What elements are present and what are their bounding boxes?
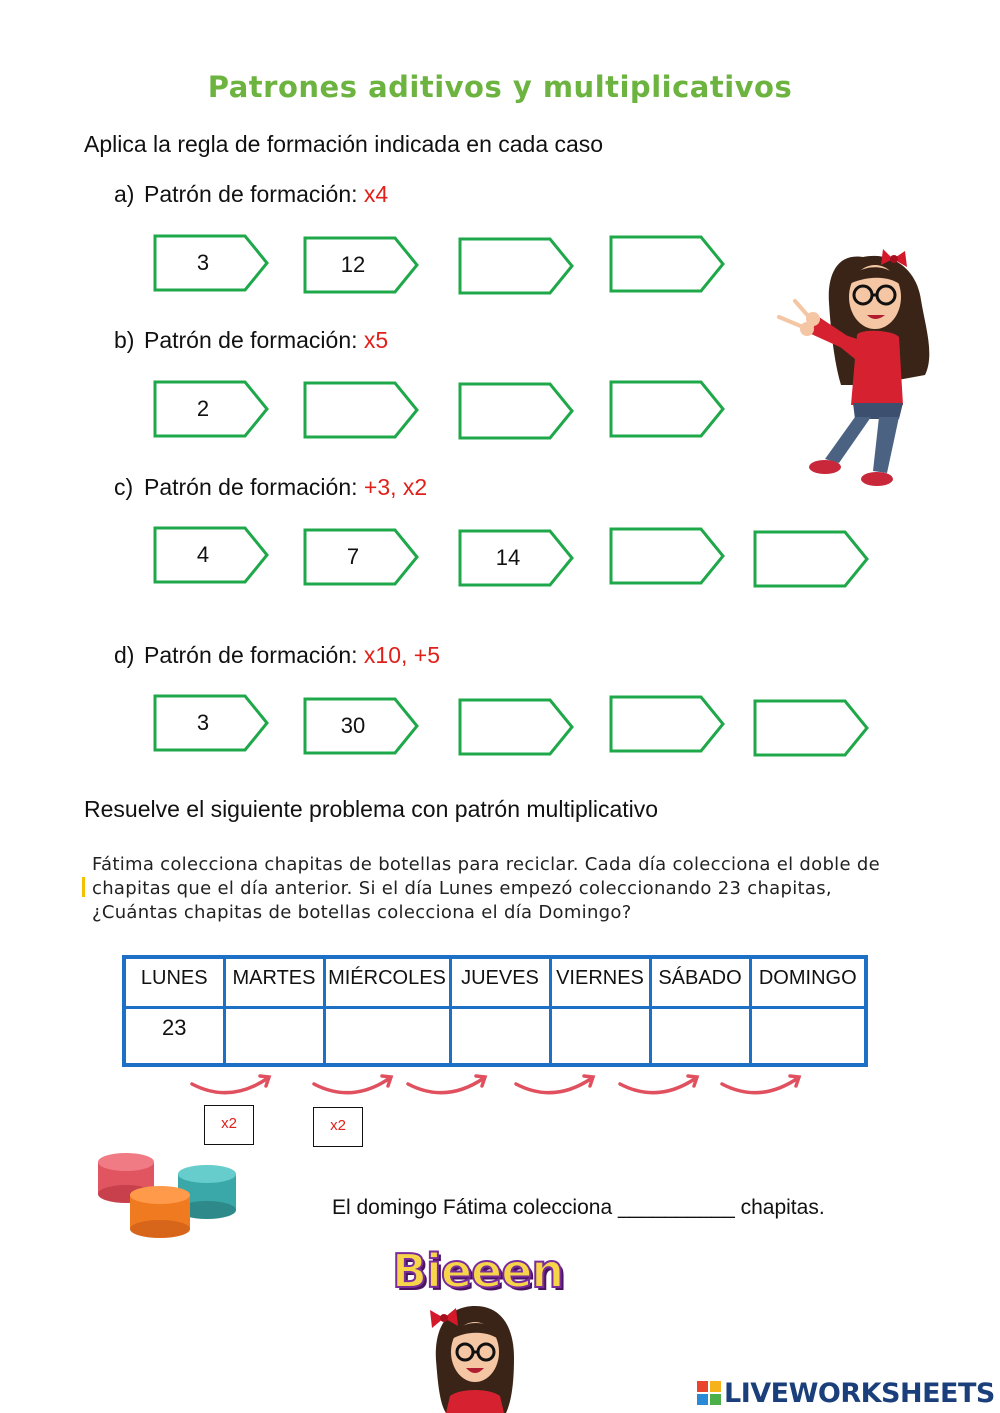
day-answer-input[interactable] bbox=[755, 1009, 860, 1051]
day-value-cell bbox=[650, 1007, 750, 1065]
day-header: SÁBADO bbox=[650, 957, 750, 1007]
instruction: Aplica la regla de formación indicada en cada caso bbox=[84, 131, 604, 157]
day-header: LUNES bbox=[124, 957, 224, 1007]
pattern-b-box-1 bbox=[153, 380, 269, 438]
pattern-answer-input[interactable] bbox=[466, 247, 556, 287]
pattern-rule: x5 bbox=[363, 327, 389, 353]
answer-sentence: El domingo Fátima colecciona __________ chapitas. bbox=[332, 1196, 825, 1219]
curved-arrow-icon bbox=[722, 1078, 798, 1093]
pattern-a-box-3 bbox=[458, 237, 574, 295]
pattern-letter: d) bbox=[114, 642, 135, 668]
pattern-value: 3 bbox=[196, 250, 210, 275]
day-answer-input[interactable] bbox=[330, 1009, 445, 1051]
day-value-cell bbox=[224, 1007, 324, 1065]
pattern-letter: b) bbox=[114, 327, 135, 353]
day-header: DOMINGO bbox=[750, 957, 866, 1007]
bieeen-badge: Bieeen bbox=[392, 1244, 564, 1298]
day-answer-input[interactable] bbox=[654, 1009, 745, 1051]
pattern-answer-input[interactable] bbox=[311, 391, 401, 431]
pattern-d-box-5 bbox=[753, 699, 869, 757]
pattern-value: 30 bbox=[340, 713, 366, 738]
curved-arrow-icon bbox=[408, 1078, 484, 1093]
pattern-answer-input[interactable] bbox=[617, 705, 707, 745]
pattern-b-label bbox=[114, 327, 388, 354]
pattern-value: 3 bbox=[196, 710, 210, 735]
pattern-c-box-2 bbox=[303, 528, 419, 586]
pattern-label-prefix: Patrón de formación: bbox=[144, 327, 364, 353]
curved-arrow-icon bbox=[192, 1078, 268, 1093]
pattern-rule: x4 bbox=[363, 181, 389, 207]
pattern-c-box-3 bbox=[458, 529, 574, 587]
days-value-row bbox=[124, 1007, 866, 1065]
brand-wordmark: LIVEWORKSHEETS bbox=[724, 1378, 995, 1409]
pattern-answer-input[interactable] bbox=[617, 390, 707, 430]
day-answer-input[interactable] bbox=[454, 1009, 545, 1051]
pattern-c-box-1 bbox=[153, 526, 269, 584]
pattern-label-prefix: Patrón de formación: bbox=[144, 181, 364, 207]
pattern-d-label bbox=[114, 642, 440, 669]
day-header: VIERNES bbox=[550, 957, 650, 1007]
pattern-answer-input[interactable] bbox=[466, 392, 556, 432]
pattern-c-box-5 bbox=[753, 530, 869, 588]
pattern-answer-input[interactable] bbox=[617, 245, 707, 285]
pattern-c-label bbox=[114, 474, 427, 501]
pattern-answer-input[interactable] bbox=[617, 537, 707, 577]
girl-pointing-illustration bbox=[775, 245, 935, 490]
girl-avatar-illustration bbox=[420, 1300, 530, 1413]
problem-heading: Resuelve el siguiente problema con patrón multiplicativo bbox=[84, 796, 659, 822]
multiplier-box: x2 bbox=[313, 1107, 363, 1147]
pattern-d-box-3 bbox=[458, 698, 574, 756]
pattern-answer-input[interactable] bbox=[466, 708, 556, 748]
pattern-b-box-2 bbox=[303, 381, 419, 439]
pattern-label-prefix: Patrón de formación: bbox=[144, 642, 364, 668]
pattern-a-box-4 bbox=[609, 235, 725, 293]
pattern-rule: x10, +5 bbox=[363, 642, 440, 668]
day-header: MARTES bbox=[224, 957, 324, 1007]
problem-text: Fátima colecciona chapitas de botellas para reciclar. Cada día colecciona el doble de chapitas que el día anterior. Si el día Lunes empezó coleccionando 23 chapitas, ¿Cuántas chapitas de botellas colecciona el día Domingo? bbox=[92, 854, 880, 923]
pattern-b-box-3 bbox=[458, 382, 574, 440]
pattern-c-box-4 bbox=[609, 527, 725, 585]
pattern-answer-input[interactable] bbox=[761, 709, 851, 749]
pattern-letter: c) bbox=[114, 474, 134, 500]
day-answer-input[interactable] bbox=[228, 1009, 319, 1051]
pattern-value: 12 bbox=[340, 252, 366, 277]
day-value-cell bbox=[324, 1007, 450, 1065]
curved-arrow-icon bbox=[314, 1078, 390, 1093]
days-header-row bbox=[124, 957, 866, 1007]
pattern-d-box-1 bbox=[153, 694, 269, 752]
multiplier-box: x2 bbox=[204, 1105, 254, 1145]
day-answer-input[interactable] bbox=[554, 1009, 645, 1051]
day-value-cell bbox=[550, 1007, 650, 1065]
day-header: MIÉRCOLES bbox=[324, 957, 450, 1007]
curved-arrows bbox=[180, 1068, 820, 1108]
day-value-cell bbox=[124, 1007, 224, 1065]
pattern-d-box-4 bbox=[609, 695, 725, 753]
curved-arrow-icon bbox=[620, 1078, 696, 1093]
pattern-value: 2 bbox=[196, 396, 210, 421]
day-value-cell bbox=[750, 1007, 866, 1065]
pattern-answer-input[interactable] bbox=[761, 540, 851, 580]
pattern-rule: +3, x2 bbox=[363, 474, 428, 500]
day-value: 23 bbox=[162, 1014, 187, 1040]
pattern-label-prefix: Patrón de formación: bbox=[144, 474, 364, 500]
pattern-value: 7 bbox=[346, 544, 360, 569]
days-table bbox=[122, 955, 868, 1067]
pattern-d-box-2 bbox=[303, 697, 419, 755]
day-header: JUEVES bbox=[450, 957, 550, 1007]
pattern-a-box-1 bbox=[153, 234, 269, 292]
problem-marker bbox=[82, 877, 85, 897]
page-title: Patrones aditivos y multiplicativos bbox=[207, 70, 793, 104]
curved-arrow-icon bbox=[516, 1078, 592, 1093]
pattern-value: 4 bbox=[196, 542, 210, 567]
pattern-letter: a) bbox=[114, 181, 135, 207]
pattern-value: 14 bbox=[495, 545, 521, 570]
day-value-cell bbox=[450, 1007, 550, 1065]
pattern-b-box-4 bbox=[609, 380, 725, 438]
bottle-caps-illustration bbox=[96, 1150, 241, 1245]
liveworksheets-logo-icon bbox=[697, 1381, 721, 1405]
pattern-a-label bbox=[114, 181, 388, 208]
pattern-a-box-2 bbox=[303, 236, 419, 294]
